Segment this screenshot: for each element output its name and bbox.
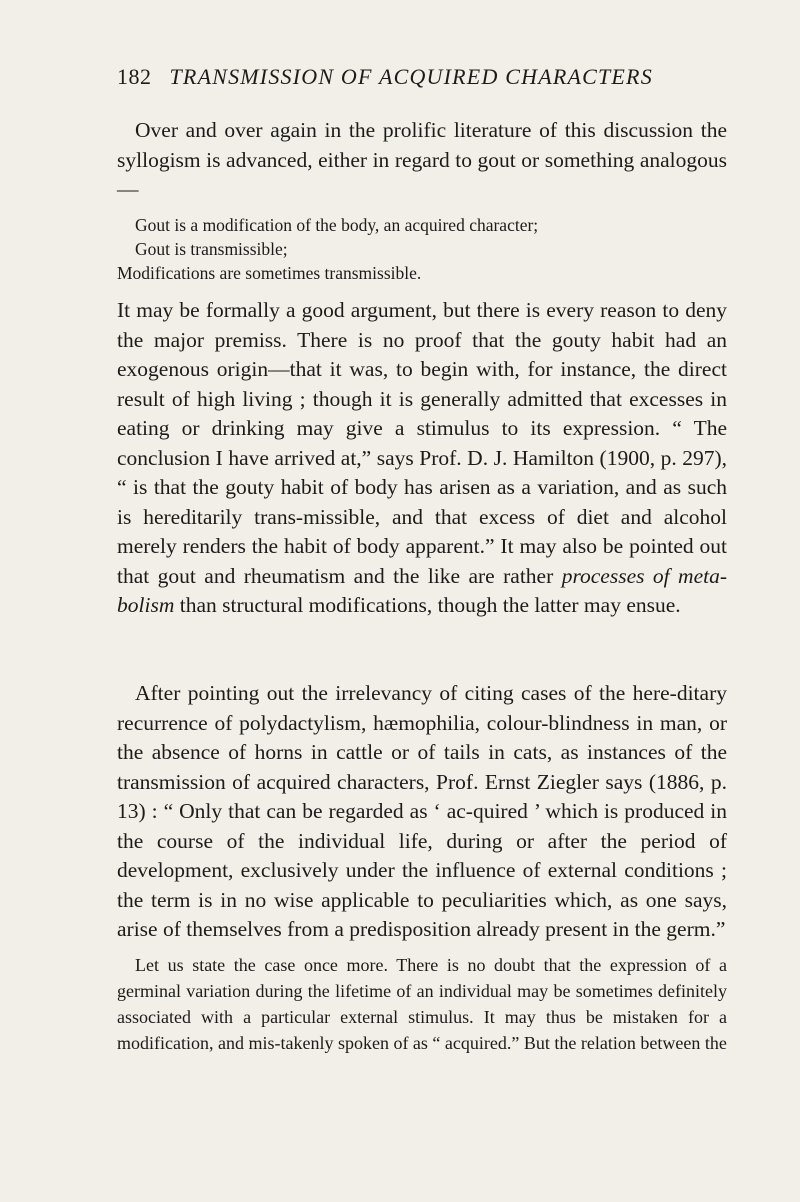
paragraph-2-italic-phrase: processes of meta-bolism bbox=[117, 563, 727, 617]
paragraph-1-text: Over and over again in the prolific literature of this discussion the syllogism is advanced, either in regard to gout or something analogous— bbox=[117, 118, 727, 201]
syllogism-conclusion: Modifications are sometimes transmissible. bbox=[117, 263, 422, 283]
page-number: 182 bbox=[117, 64, 152, 89]
paragraph-2-part-2: than structural modifications, though the latter may ensue. bbox=[174, 593, 681, 617]
paragraph-2-part-1: It may be formally a good argument, but there is every reason to deny the major premiss. There is no proof that the gouty habit had an exogenous origin—that it was, to begin with, for instance, the direct result of high living ; though it is generally admitted that excesses in eating or drinking may give a stimulus to its expression. “ The conclusion I have arrived at,” says Prof. D. J. Hamilton (1900, p. 297), “ is that the gouty habit of body has arisen as a variation, and as such is hereditarily trans-missible, and that excess of diet and alcohol merely renders the habit of body apparent.” It may also be pointed out that gout and rheumatism and the like are rather bbox=[117, 298, 727, 588]
syllogism-block bbox=[117, 213, 727, 285]
syllogism-minor-premiss: Gout is transmissible; bbox=[135, 239, 288, 259]
running-title: TRANSMISSION OF ACQUIRED CHARACTERS bbox=[169, 64, 653, 89]
paragraph-3-text: After pointing out the irrelevancy of citing cases of the here-ditary recurrence of polydactylism, hæmophilia, colour-blindness in man, or the absence of horns in cattle or of tails in cats, as instances of the transmission of acquired characters, Prof. Ernst Ziegler says (1886, p. 13) : “ Only that can be regarded as ‘ ac-quired ’ which is produced in the course of the individual life, during or after the period of development, exclusively under the influence of external conditions ; the term is in no wise applicable to peculiarities which, as one says, arise of themselves from a predisposition already present in the germ.” bbox=[117, 681, 727, 941]
running-head bbox=[117, 64, 717, 90]
paragraph-2 bbox=[117, 296, 727, 621]
paragraph-3 bbox=[117, 679, 727, 945]
paragraph-4 bbox=[117, 952, 727, 1056]
paragraph-4-text: Let us state the case once more. There is no doubt that the expression of a germinal variation during the lifetime of an individual may be sometimes definitely associated with a particular external stimulus. It may thus be mistaken for a modification, and mis-takenly spoken of as “ acquired.” But the relation between the bbox=[117, 955, 727, 1053]
paragraph-1 bbox=[117, 116, 727, 205]
paragraph-2-text bbox=[117, 296, 727, 621]
syllogism-major-premiss: Gout is a modification of the body, an acquired character; bbox=[135, 215, 539, 235]
